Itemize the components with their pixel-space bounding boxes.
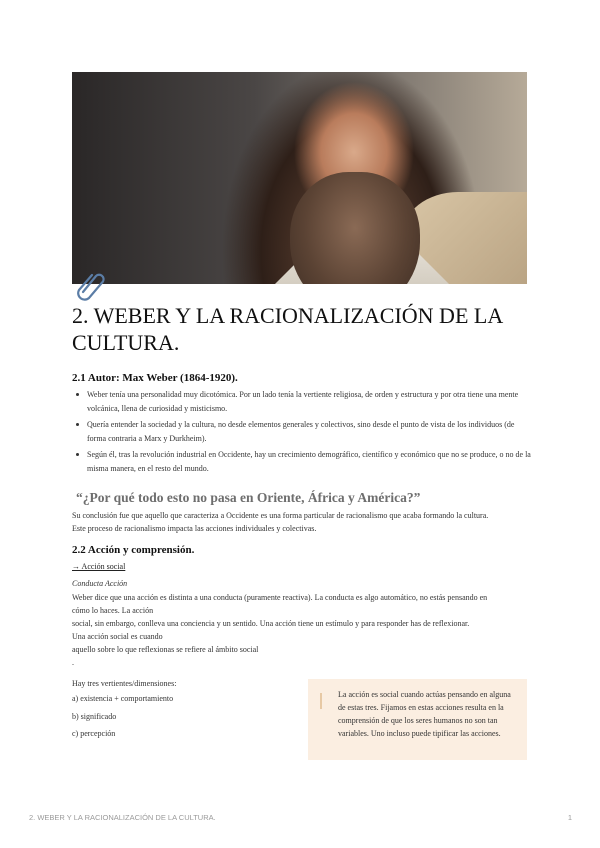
beard-shape — [290, 172, 420, 284]
paragraph-line: social, sin embargo, conlleva una conciencia y un sentido. Una acción tiene un estímulo y para responder has de reflexionar. — [72, 619, 470, 628]
hero-portrait-image — [72, 72, 527, 284]
quote-explanation — [72, 509, 532, 535]
paragraph-line: cómo lo haces. La acción — [72, 606, 154, 615]
paragraph-line: Este proceso de racionalismo impacta las acciones individuales y colectivas. — [72, 524, 317, 533]
conducta-accion-label: Conducta Acción — [72, 579, 128, 588]
paragraph-line: Una acción social es cuando — [72, 632, 163, 641]
section-2-heading: 2.2 Acción y comprensión. — [72, 544, 195, 556]
dimensions-intro: Hay tres vertientes/dimensiones: — [72, 679, 177, 688]
paragraph-line: Su conclusión fue que aquello que caracteriza a Occidente es una forma particular de racionalismo que acaba formando la cultura. — [72, 511, 489, 520]
dimension-item: b) significado — [72, 712, 117, 721]
quote-heading: “¿Por qué todo esto no pasa en Oriente, África y América?” — [76, 490, 421, 505]
accion-paragraph — [72, 591, 532, 669]
paragraph-line: aquello sobre lo que reflexionas se refiere al ámbito social — [72, 645, 259, 654]
section-1-heading: 2.1 Autor: Max Weber (1864-1920). — [72, 372, 238, 384]
page-footer — [29, 813, 572, 822]
paragraph-line: Weber dice que una acción es distinta a una conducta (puramente reactiva). La conducta es algo automático, no estás pensando en — [72, 593, 488, 602]
page-number: 1 — [567, 813, 572, 822]
bullet-item: Weber tenía una personalidad muy dicotómica. Por un lado tenía la vertiente religiosa, de orden y estructura y por otra tiene una mente volcánica, llena de curiosidad y misticismo. — [72, 388, 532, 416]
dimension-item: c) percepción — [72, 729, 116, 738]
paperclip-icon — [74, 268, 108, 302]
dimension-item: a) existencia + comportamiento — [72, 694, 174, 703]
page-title: 2. WEBER Y LA RACIONALIZACIÓN DE LA CULTURA. — [72, 303, 502, 355]
paragraph-line: . — [72, 658, 74, 667]
bullet-item: Según él, tras la revolución industrial en Occidente, hay un crecimiento demográfico, científico y económico que no se produce, o no de la misma manera, en el resto del mundo. — [72, 448, 532, 476]
accion-social-link[interactable]: → Acción social — [72, 562, 126, 571]
footer-title: 2. WEBER Y LA RACIONALIZACIÓN DE LA CULTURA. — [29, 813, 216, 822]
callout-marker — [320, 693, 322, 709]
bullet-item: Quería entender la sociedad y la cultura, no desde elementos generales y colectivos, sino desde el punto de vista de los individuos (de forma contraria a Marx y Durkheim). — [72, 418, 532, 446]
callout-text: La acción es social cuando actúas pensando en alguna de estas tres. Fijamos en estas acciones resulta en la comprensión de que los seres humanos no son tan variables. Uno incluso puede tipificar las acciones. — [338, 690, 511, 738]
section-1-bullet-list — [72, 388, 532, 478]
callout-box — [308, 679, 527, 760]
